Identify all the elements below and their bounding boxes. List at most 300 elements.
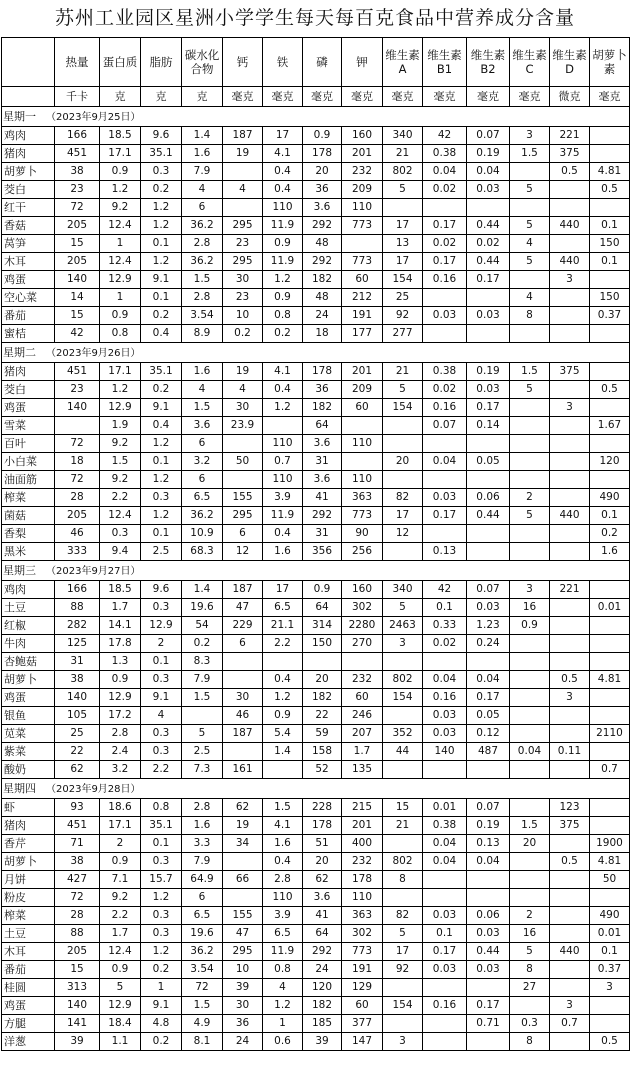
nutrient-value: 292 <box>303 507 342 525</box>
table-row <box>2 507 630 525</box>
nutrient-value: 154 <box>383 997 423 1015</box>
nutrient-value: 39 <box>55 1033 100 1051</box>
nutrient-value: 0.1 <box>141 653 182 671</box>
nutrient-value: 0.03 <box>467 961 510 979</box>
table-row <box>2 127 630 145</box>
nutrient-value: 88 <box>55 925 100 943</box>
nutrient-value: 2.2 <box>263 635 303 653</box>
nutrient-value: 1.7 <box>342 743 383 761</box>
food-name: 胡萝卜 <box>2 163 55 181</box>
nutrient-value: 400 <box>342 835 383 853</box>
table-row <box>2 381 630 399</box>
nutrient-value: 44 <box>383 743 423 761</box>
nutrient-value: 0.1 <box>141 289 182 307</box>
food-name: 黑米 <box>2 543 55 561</box>
nutrient-value: 1.6 <box>182 817 223 835</box>
nutrient-value: 110 <box>342 199 383 217</box>
nutrient-value <box>423 889 467 907</box>
nutrient-value: 1.4 <box>182 127 223 145</box>
nutrient-value: 2.2 <box>100 907 141 925</box>
nutrient-value: 19 <box>223 817 263 835</box>
nutrient-value: 36.2 <box>182 253 223 271</box>
nutrient-value: 2.4 <box>100 743 141 761</box>
nutrient-value: 17 <box>383 217 423 235</box>
nutrient-value: 39 <box>303 1033 342 1051</box>
nutrient-value: 47 <box>223 599 263 617</box>
nutrient-value: 0.07 <box>467 581 510 599</box>
nutrient-value: 8 <box>510 307 550 325</box>
nutrient-value: 12.4 <box>100 253 141 271</box>
nutrient-value: 0.3 <box>141 671 182 689</box>
nutrient-value: 1.2 <box>141 199 182 217</box>
nutrient-value: 4 <box>182 181 223 199</box>
nutrient-value: 228 <box>303 799 342 817</box>
nutrient-value: 1.6 <box>263 543 303 561</box>
nutrient-value <box>383 199 423 217</box>
food-name: 百叶 <box>2 435 55 453</box>
nutrient-value: 0.04 <box>467 671 510 689</box>
nutrient-value: 0.3 <box>141 163 182 181</box>
nutrient-value: 451 <box>55 363 100 381</box>
nutrient-value: 191 <box>342 961 383 979</box>
nutrient-value: 12 <box>383 525 423 543</box>
nutrient-value: 0.9 <box>100 961 141 979</box>
nutrient-value: 4.8 <box>141 1015 182 1033</box>
nutrient-value: 0.8 <box>100 325 141 343</box>
nutrient-value: 18.6 <box>100 799 141 817</box>
nutrient-value: 4.81 <box>590 671 630 689</box>
nutrient-value: 178 <box>303 817 342 835</box>
nutrient-value: 6 <box>182 435 223 453</box>
nutrient-value: 0.01 <box>590 925 630 943</box>
nutrient-value: 6.5 <box>263 599 303 617</box>
nutrient-value: 141 <box>55 1015 100 1033</box>
nutrient-value: 3.54 <box>182 961 223 979</box>
table-row <box>2 1015 630 1033</box>
nutrient-value <box>467 199 510 217</box>
nutrient-value: 5 <box>510 943 550 961</box>
nutrient-value: 5 <box>510 381 550 399</box>
day-section-row <box>2 107 630 127</box>
nutrient-value <box>590 325 630 343</box>
nutrient-value: 0.7 <box>550 1015 590 1033</box>
nutrient-value <box>342 653 383 671</box>
nutrient-value: 17 <box>263 581 303 599</box>
day-section-row <box>2 343 630 363</box>
nutrient-value <box>223 853 263 871</box>
nutrient-value: 490 <box>590 489 630 507</box>
nutrient-value: 0.38 <box>423 817 467 835</box>
nutrient-value: 246 <box>342 707 383 725</box>
nutrient-value: 21 <box>383 363 423 381</box>
food-name: 茭白 <box>2 381 55 399</box>
nutrient-value: 0.9 <box>510 617 550 635</box>
nutrient-value: 31 <box>303 453 342 471</box>
nutrient-value: 3 <box>510 127 550 145</box>
day-date: （2023年9月25日） <box>46 111 141 123</box>
table-row <box>2 707 630 725</box>
day-name: 星期三 <box>3 563 36 577</box>
nutrient-value: 12.4 <box>100 217 141 235</box>
nutrient-value: 0.4 <box>263 671 303 689</box>
table-row <box>2 417 630 435</box>
table-row <box>2 307 630 325</box>
nutrient-value: 0.9 <box>263 289 303 307</box>
nutrient-value: 154 <box>383 689 423 707</box>
nutrient-value: 12.9 <box>100 399 141 417</box>
nutrient-value <box>423 1015 467 1033</box>
nutrient-value: 221 <box>550 581 590 599</box>
nutrient-value: 375 <box>550 817 590 835</box>
nutrient-value: 1.3 <box>100 653 141 671</box>
nutrient-value: 0.44 <box>467 507 510 525</box>
nutrient-value: 5 <box>510 507 550 525</box>
nutrient-value: 2.8 <box>182 235 223 253</box>
nutrient-value: 0.71 <box>467 1015 510 1033</box>
nutrient-value: 30 <box>223 689 263 707</box>
nutrient-value <box>467 761 510 779</box>
nutrient-value <box>550 307 590 325</box>
nutrient-value: 23 <box>223 289 263 307</box>
nutrient-value: 60 <box>342 997 383 1015</box>
nutrient-value: 0.9 <box>263 707 303 725</box>
nutrient-value <box>510 871 550 889</box>
table-row <box>2 471 630 489</box>
nutrient-value: 0.03 <box>423 907 467 925</box>
nutrient-value: 292 <box>303 217 342 235</box>
nutrient-value: 92 <box>383 307 423 325</box>
nutrient-value: 166 <box>55 581 100 599</box>
nutrient-value <box>550 835 590 853</box>
nutrient-value: 1.4 <box>182 581 223 599</box>
nutrient-value: 166 <box>55 127 100 145</box>
day-section-label <box>2 561 630 581</box>
nutrient-value: 0.44 <box>467 943 510 961</box>
nutrient-value: 110 <box>263 435 303 453</box>
nutrient-value: 2280 <box>342 617 383 635</box>
nutrient-value <box>590 743 630 761</box>
nutrient-value: 363 <box>342 907 383 925</box>
food-name: 番茄 <box>2 961 55 979</box>
nutrient-value: 0.1 <box>141 453 182 471</box>
nutrient-value: 6 <box>182 199 223 217</box>
nutrient-value <box>590 145 630 163</box>
nutrient-value: 19.6 <box>182 925 223 943</box>
nutrient-value <box>182 707 223 725</box>
nutrient-value <box>510 653 550 671</box>
nutrient-value: 0.19 <box>467 363 510 381</box>
nutrient-value: 185 <box>303 1015 342 1033</box>
nutrient-value <box>467 543 510 561</box>
nutrient-value: 0.19 <box>467 817 510 835</box>
nutrient-value: 451 <box>55 145 100 163</box>
nutrient-value: 0.06 <box>467 907 510 925</box>
nutrient-value: 0.4 <box>141 417 182 435</box>
nutrient-value <box>55 417 100 435</box>
nutrient-value: 20 <box>383 453 423 471</box>
nutrient-value: 62 <box>55 761 100 779</box>
nutrient-value: 1.5 <box>182 689 223 707</box>
nutrient-value: 72 <box>182 979 223 997</box>
nutrient-value <box>510 689 550 707</box>
food-name: 红干 <box>2 199 55 217</box>
nutrient-value: 1.1 <box>100 1033 141 1051</box>
column-header: 维生素B2 <box>467 38 510 87</box>
nutrient-value: 3 <box>383 635 423 653</box>
nutrient-value: 5 <box>510 181 550 199</box>
nutrient-value: 773 <box>342 943 383 961</box>
nutrient-value <box>383 979 423 997</box>
nutrient-value: 8.1 <box>182 1033 223 1051</box>
nutrient-value: 5 <box>510 217 550 235</box>
column-header: 碳水化合物 <box>182 38 223 87</box>
nutrient-value: 0.05 <box>467 707 510 725</box>
nutrient-value: 2 <box>141 635 182 653</box>
nutrient-value: 3.6 <box>303 435 342 453</box>
food-name: 鸡蛋 <box>2 399 55 417</box>
nutrient-value: 773 <box>342 507 383 525</box>
nutrient-value: 60 <box>342 271 383 289</box>
nutrient-value: 802 <box>383 671 423 689</box>
nutrient-value: 0.1 <box>141 235 182 253</box>
nutrient-value: 0.11 <box>550 743 590 761</box>
food-name: 榨菜 <box>2 907 55 925</box>
nutrient-value: 38 <box>55 671 100 689</box>
nutrient-value: 3.6 <box>303 889 342 907</box>
nutrient-value: 21.1 <box>263 617 303 635</box>
nutrient-value: 0.04 <box>467 163 510 181</box>
column-header: 维生素D <box>550 38 590 87</box>
nutrient-value: 0.06 <box>467 489 510 507</box>
nutrient-value: 0.33 <box>423 617 467 635</box>
nutrient-value <box>383 761 423 779</box>
nutrient-value: 2 <box>510 489 550 507</box>
nutrient-value: 4.9 <box>182 1015 223 1033</box>
nutrient-value: 232 <box>342 853 383 871</box>
nutrient-value: 5 <box>383 599 423 617</box>
nutrient-value: 48 <box>303 289 342 307</box>
nutrient-value: 0.5 <box>590 1033 630 1051</box>
nutrient-value: 277 <box>383 325 423 343</box>
nutrient-value: 19.6 <box>182 599 223 617</box>
nutrient-value <box>590 889 630 907</box>
nutrient-value: 0.12 <box>467 725 510 743</box>
table-row <box>2 289 630 307</box>
nutrient-value: 35.1 <box>141 363 182 381</box>
nutrient-value: 17.1 <box>100 363 141 381</box>
nutrient-value: 17.1 <box>100 817 141 835</box>
nutrient-value: 295 <box>223 943 263 961</box>
nutrient-value: 10 <box>223 961 263 979</box>
nutrient-value: 0.04 <box>423 163 467 181</box>
nutrient-value <box>550 653 590 671</box>
food-name: 空心菜 <box>2 289 55 307</box>
nutrient-value: 5 <box>510 253 550 271</box>
table-row <box>2 235 630 253</box>
nutrient-value: 0.07 <box>423 417 467 435</box>
nutrient-value <box>510 163 550 181</box>
nutrient-value: 4.1 <box>263 145 303 163</box>
unit-cell: 克 <box>182 87 223 107</box>
nutrient-value: 9.6 <box>141 581 182 599</box>
nutrient-value <box>303 653 342 671</box>
column-header: 蛋白质 <box>100 38 141 87</box>
nutrient-value: 3 <box>550 997 590 1015</box>
nutrient-value: 71 <box>55 835 100 853</box>
table-row <box>2 653 630 671</box>
nutrient-value <box>550 961 590 979</box>
nutrient-value: 0.9 <box>263 235 303 253</box>
nutrient-value: 9.1 <box>141 271 182 289</box>
nutrient-value: 0.03 <box>423 307 467 325</box>
nutrient-value: 12.9 <box>100 997 141 1015</box>
nutrient-value: 12.4 <box>100 943 141 961</box>
nutrient-value: 51 <box>303 835 342 853</box>
nutrient-value <box>590 617 630 635</box>
nutrient-value: 182 <box>303 689 342 707</box>
nutrient-value <box>590 817 630 835</box>
nutrient-value: 0.03 <box>467 599 510 617</box>
nutrient-value: 4 <box>510 289 550 307</box>
table-row <box>2 943 630 961</box>
nutrient-value: 0.8 <box>141 799 182 817</box>
nutrient-value: 36.2 <box>182 943 223 961</box>
nutrient-value: 6.5 <box>182 907 223 925</box>
nutrient-value: 221 <box>550 127 590 145</box>
nutrient-value: 17 <box>263 127 303 145</box>
nutrient-value: 17.2 <box>100 707 141 725</box>
nutrient-value: 2463 <box>383 617 423 635</box>
nutrient-value: 427 <box>55 871 100 889</box>
nutrient-value: 47 <box>223 925 263 943</box>
nutrient-value: 1.6 <box>263 835 303 853</box>
table-row <box>2 979 630 997</box>
nutrient-value: 295 <box>223 217 263 235</box>
nutrient-value: 451 <box>55 817 100 835</box>
nutrient-value: 110 <box>263 199 303 217</box>
nutrient-value: 2 <box>510 907 550 925</box>
nutrient-value: 30 <box>223 271 263 289</box>
nutrient-value: 0.4 <box>263 853 303 871</box>
nutrient-value <box>510 417 550 435</box>
nutrient-value <box>423 761 467 779</box>
nutrient-value <box>223 671 263 689</box>
nutrient-value: 187 <box>223 127 263 145</box>
nutrient-value <box>590 997 630 1015</box>
nutrient-value: 3.6 <box>303 199 342 217</box>
nutrient-value: 0.17 <box>467 997 510 1015</box>
nutrient-value: 205 <box>55 507 100 525</box>
food-name: 菌菇 <box>2 507 55 525</box>
nutrient-value: 356 <box>303 543 342 561</box>
nutrient-value: 3.9 <box>263 489 303 507</box>
nutrient-value: 12.4 <box>100 507 141 525</box>
table-row <box>2 163 630 181</box>
nutrient-value: 11.9 <box>263 253 303 271</box>
nutrient-value: 92 <box>383 961 423 979</box>
nutrient-value <box>467 525 510 543</box>
nutrient-value: 36.2 <box>182 507 223 525</box>
nutrient-value <box>590 471 630 489</box>
nutrient-value: 0.01 <box>423 799 467 817</box>
nutrient-value: 14 <box>55 289 100 307</box>
nutrient-value: 2.5 <box>182 743 223 761</box>
nutrient-value: 0.7 <box>263 453 303 471</box>
nutrient-value <box>550 181 590 199</box>
nutrient-value <box>423 1033 467 1051</box>
nutrient-value: 0.04 <box>423 671 467 689</box>
nutrient-value: 140 <box>55 689 100 707</box>
nutrient-value <box>510 671 550 689</box>
nutrient-value <box>510 889 550 907</box>
nutrient-value: 363 <box>342 489 383 507</box>
nutrient-value: 0.3 <box>141 725 182 743</box>
header-row <box>2 38 630 87</box>
nutrient-value: 19 <box>223 363 263 381</box>
unit-cell: 毫克 <box>423 87 467 107</box>
nutrient-value: 0.2 <box>263 325 303 343</box>
unit-cell: 毫克 <box>590 87 630 107</box>
nutrient-value <box>550 199 590 217</box>
nutrient-value: 7.1 <box>100 871 141 889</box>
nutrient-value: 0.4 <box>263 181 303 199</box>
column-header: 热量 <box>55 38 100 87</box>
nutrient-value <box>467 289 510 307</box>
nutrient-value <box>223 199 263 217</box>
table-row <box>2 325 630 343</box>
nutrient-value: 802 <box>383 853 423 871</box>
food-name: 苋菜 <box>2 725 55 743</box>
nutrient-value: 50 <box>590 871 630 889</box>
nutrient-value: 0.2 <box>141 181 182 199</box>
table-row <box>2 925 630 943</box>
table-row <box>2 761 630 779</box>
nutrient-value <box>550 435 590 453</box>
nutrient-value <box>510 725 550 743</box>
food-name: 茭白 <box>2 181 55 199</box>
nutrient-value: 1.2 <box>141 943 182 961</box>
nutrient-value: 4 <box>510 235 550 253</box>
nutrient-value: 64 <box>303 599 342 617</box>
nutrient-value: 0.07 <box>467 127 510 145</box>
nutrient-value: 64 <box>303 925 342 943</box>
day-section-label <box>2 779 630 799</box>
nutrient-value: 205 <box>55 253 100 271</box>
nutrient-value: 314 <box>303 617 342 635</box>
nutrient-value <box>223 435 263 453</box>
nutrient-value: 31 <box>303 525 342 543</box>
nutrient-value: 123 <box>550 799 590 817</box>
nutrient-value: 120 <box>590 453 630 471</box>
table-row <box>2 399 630 417</box>
food-name: 木耳 <box>2 943 55 961</box>
nutrient-value: 0.8 <box>263 307 303 325</box>
nutrient-value <box>510 435 550 453</box>
nutrient-value: 0.01 <box>590 599 630 617</box>
nutrient-value: 110 <box>263 889 303 907</box>
nutrient-value: 0.5 <box>550 163 590 181</box>
nutrient-value: 0.44 <box>467 253 510 271</box>
nutrient-value: 52 <box>303 761 342 779</box>
nutrient-value: 8 <box>510 961 550 979</box>
nutrient-value: 0.17 <box>467 399 510 417</box>
food-name: 油面筋 <box>2 471 55 489</box>
nutrient-value: 0.3 <box>141 925 182 943</box>
nutrient-value <box>550 289 590 307</box>
nutrient-value: 18.4 <box>100 1015 141 1033</box>
nutrient-value <box>383 653 423 671</box>
nutrient-value: 0.16 <box>423 689 467 707</box>
